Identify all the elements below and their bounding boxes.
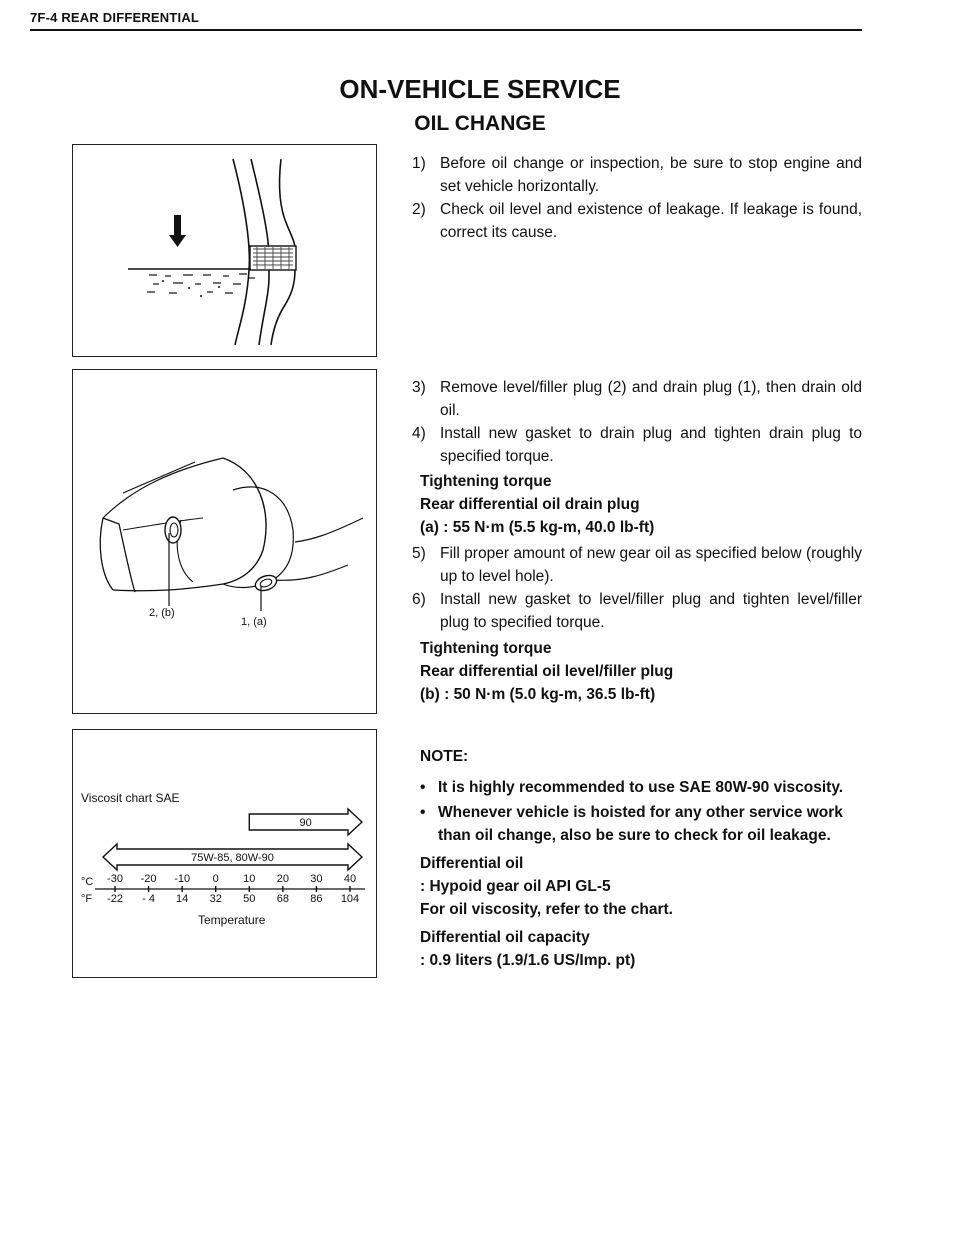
label-drain-plug: 1, (a) [241, 616, 267, 628]
oil-level-figure [72, 144, 377, 357]
step-4: 4) Install new gasket to drain plug and tighten drain plug to specified torque. [412, 425, 862, 465]
celsius-tick-label: -20 [140, 873, 157, 885]
filler-torque-spec [420, 637, 860, 706]
capacity-block [420, 926, 860, 972]
steps-group-3 [412, 542, 862, 634]
note-block [420, 748, 865, 847]
step-6: 6) Install new gasket to level/filler plug and tighten level/filler plug to specified torque. [412, 591, 862, 631]
oil-spec-block [420, 852, 860, 921]
note-bullet-1: • It is highly recommended to use SAE 80W-90 viscosity. [420, 776, 865, 799]
page-header-section: 7F-4 REAR DIFFERENTIAL [30, 10, 200, 25]
oil-spec-label: Differential oil [420, 855, 524, 872]
drain-torque-spec [420, 470, 860, 539]
filler-torque-value: (b) : 50 N·m (5.0 kg-m, 36.5 lb-ft) [420, 686, 656, 703]
capacity-value: : 0.9 liters (1.9/1.6 US/Imp. pt) [420, 952, 636, 969]
fahrenheit-tick-label: 32 [209, 893, 222, 905]
differential-plugs-illustration [73, 370, 376, 713]
celsius-tick-label: -10 [174, 873, 191, 885]
oil-spec-value: : Hypoid gear oil API GL-5 [420, 878, 611, 895]
oil-level-illustration [73, 145, 376, 356]
drain-torque-label: Tightening torque [420, 473, 552, 490]
drain-plug-figure [72, 369, 377, 714]
celsius-unit-label: °C [81, 876, 94, 888]
capacity-label: Differential oil capacity [420, 929, 590, 946]
fahrenheit-tick-label: 50 [243, 893, 256, 905]
fahrenheit-tick-label: 68 [276, 893, 289, 905]
steps-group-2 [412, 376, 862, 468]
fahrenheit-tick-label: -22 [107, 893, 123, 905]
section-subtitle: OIL CHANGE [414, 112, 546, 135]
viscosity-range-label: 90 [299, 817, 312, 829]
step-5: 5) Fill proper amount of new gear oil as specified below (roughly up to level hole). [412, 545, 862, 585]
filler-torque-name: Rear differential oil level/filler plug [420, 663, 674, 680]
step-2: 2) Check oil level and existence of leakage. If leakage is found, correct its cause. [412, 201, 862, 241]
drain-torque-name: Rear differential oil drain plug [420, 496, 640, 513]
fahrenheit-tick-label: 86 [310, 893, 323, 905]
step-3: 3) Remove level/filler plug (2) and drain plug (1), then drain old oil. [412, 379, 862, 419]
fahrenheit-tick-label: 14 [176, 893, 189, 905]
drain-torque-value: (a) : 55 N·m (5.5 kg-m, 40.0 lb-ft) [420, 519, 655, 536]
oil-spec-ref: For oil viscosity, refer to the chart. [420, 901, 673, 918]
fahrenheit-tick-label: - 4 [142, 893, 155, 905]
celsius-tick-label: -30 [107, 873, 123, 885]
celsius-tick-label: 10 [243, 873, 256, 885]
viscosity-range-label: 75W-85, 80W-90 [191, 852, 274, 864]
chart-xlabel: Temperature [198, 913, 266, 927]
note-bullet-2: • Whenever vehicle is hoisted for any other service work than oil change, also be sure to check for oil leakage. [420, 801, 865, 847]
label-level-plug: 2, (b) [149, 607, 175, 619]
page-title: ON-VEHICLE SERVICE [339, 74, 621, 104]
chart-title: Viscosit chart SAE [81, 791, 180, 805]
steps-group-1 [412, 152, 862, 244]
celsius-tick-label: 0 [212, 873, 219, 885]
viscosity-chart-figure [72, 729, 377, 978]
celsius-tick-label: 30 [310, 873, 323, 885]
celsius-tick-label: 40 [343, 873, 357, 885]
viscosity-chart [73, 730, 376, 977]
step-1: 1) Before oil change or inspection, be sure to stop engine and set vehicle horizontally. [412, 155, 862, 195]
filler-torque-label: Tightening torque [420, 640, 552, 657]
header-rule [30, 29, 862, 31]
fahrenheit-tick-label: 104 [340, 893, 360, 905]
note-label: NOTE: [420, 748, 469, 765]
celsius-tick-label: 20 [276, 873, 289, 885]
fahrenheit-unit-label: °F [81, 893, 93, 905]
